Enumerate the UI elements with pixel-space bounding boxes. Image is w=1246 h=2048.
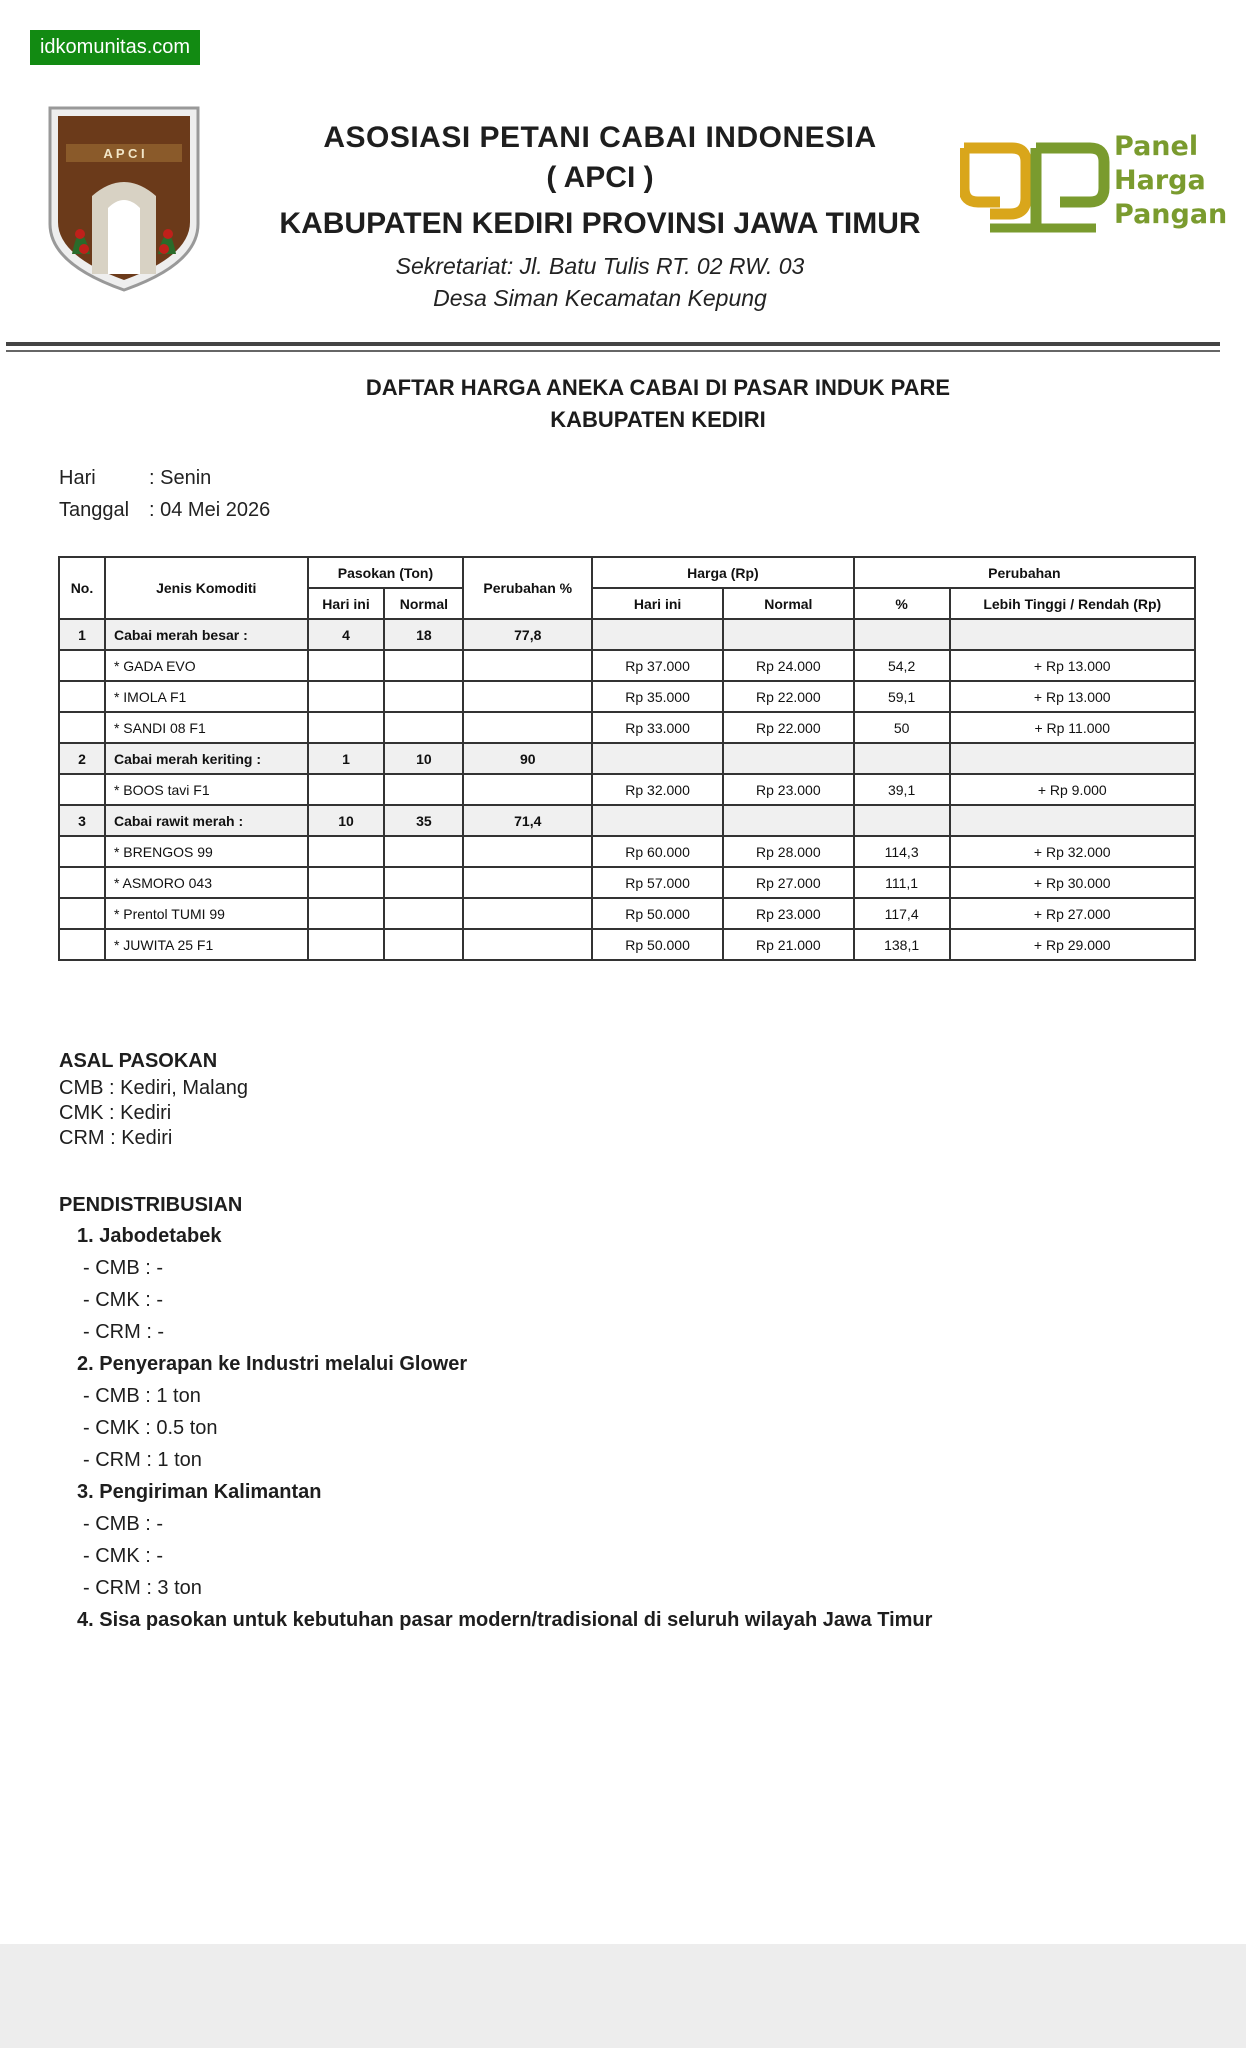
cell-price-normal: [723, 805, 854, 836]
cell-price-today: Rp 32.000: [592, 774, 723, 805]
letterhead: [240, 118, 960, 314]
cell-no: [59, 836, 105, 867]
cell-commodity: Cabai merah keriting :: [105, 743, 308, 774]
cell-no: [59, 712, 105, 743]
cell-supply-today: [308, 650, 385, 681]
header-harga-normal: Normal: [723, 588, 854, 619]
cell-price-pct: 111,1: [854, 867, 950, 898]
cell-price-today: Rp 35.000: [592, 681, 723, 712]
cell-price-normal: Rp 23.000: [723, 774, 854, 805]
village-address: Desa Siman Kecamatan Kepung: [433, 285, 767, 311]
cell-commodity: * BRENGOS 99: [105, 836, 308, 867]
cell-supply-today: [308, 712, 385, 743]
distribution-item: - CMK : -: [83, 1289, 163, 1311]
cell-supply-normal: [384, 836, 463, 867]
supply-origin: [59, 1046, 248, 1151]
cell-price-today: [592, 743, 723, 774]
distribution-group-title: 2. Penyerapan ke Industri melalui Glower: [77, 1353, 468, 1375]
cell-commodity: Cabai merah besar :: [105, 619, 308, 650]
cell-price-normal: Rp 23.000: [723, 898, 854, 929]
distribution-item: - CRM : 1 ton: [83, 1449, 202, 1471]
cell-price-normal: Rp 24.000: [723, 650, 854, 681]
distribution-group-title: 1. Jabodetabek: [77, 1225, 222, 1247]
cell-supply-normal: [384, 898, 463, 929]
variety-row: [59, 712, 1195, 743]
cell-price-normal: Rp 28.000: [723, 836, 854, 867]
cell-supply-change: 77,8: [463, 619, 592, 650]
origin-item: CMB : Kediri, Malang: [59, 1077, 248, 1099]
cell-supply-today: [308, 929, 385, 960]
date-value: : 04 Mei 2026: [149, 499, 271, 521]
header-no: No.: [59, 557, 105, 619]
cell-price-diff: + Rp 32.000: [950, 836, 1195, 867]
header-pasokan-hari-ini: Hari ini: [308, 588, 385, 619]
cell-price-pct: [854, 743, 950, 774]
cell-supply-change: [463, 650, 592, 681]
cell-supply-today: [308, 681, 385, 712]
cell-price-normal: [723, 619, 854, 650]
header-divider: [6, 342, 1220, 346]
cell-supply-change: 90: [463, 743, 592, 774]
cell-price-pct: 138,1: [854, 929, 950, 960]
cell-supply-normal: 10: [384, 743, 463, 774]
distribution-title: PENDISTRIBUSIAN: [59, 1194, 243, 1216]
cell-supply-change: [463, 836, 592, 867]
cell-supply-normal: [384, 712, 463, 743]
header-pasokan-normal: Normal: [384, 588, 463, 619]
cell-supply-change: 71,4: [463, 805, 592, 836]
org-region: KABUPATEN KEDIRI PROVINSI JAWA TIMUR: [279, 207, 921, 240]
distribution-item: - CRM : 3 ton: [83, 1577, 202, 1599]
variety-row: [59, 774, 1195, 805]
cell-commodity: * SANDI 08 F1: [105, 712, 308, 743]
header-divider-thin: [6, 350, 1220, 352]
distribution-item: - CMB : -: [83, 1257, 163, 1279]
cell-commodity: * Prentol TUMI 99: [105, 898, 308, 929]
cell-price-normal: Rp 21.000: [723, 929, 854, 960]
cell-supply-today: 10: [308, 805, 385, 836]
cell-price-today: Rp 33.000: [592, 712, 723, 743]
cell-supply-today: 4: [308, 619, 385, 650]
cell-supply-change: [463, 681, 592, 712]
cell-commodity: * JUWITA 25 F1: [105, 929, 308, 960]
cell-price-normal: Rp 22.000: [723, 681, 854, 712]
header-lebih: Lebih Tinggi / Rendah (Rp): [950, 588, 1195, 619]
cell-price-diff: [950, 743, 1195, 774]
secretariat-address: Sekretariat: Jl. Batu Tulis RT. 02 RW. 03: [395, 253, 805, 279]
cell-supply-today: [308, 836, 385, 867]
header-harga: Harga (Rp): [592, 557, 854, 588]
cell-commodity: * BOOS tavi F1: [105, 774, 308, 805]
date-label: Tanggal: [59, 499, 130, 521]
cell-price-today: [592, 619, 723, 650]
distribution-item: - CMB : 1 ton: [83, 1385, 201, 1407]
cell-supply-normal: [384, 681, 463, 712]
apci-logo: [44, 104, 204, 292]
distribution-item: - CMB : -: [83, 1513, 163, 1535]
cell-supply-change: [463, 712, 592, 743]
cell-supply-today: 1: [308, 743, 385, 774]
cell-supply-change: [463, 898, 592, 929]
cell-supply-change: [463, 929, 592, 960]
price-table: [58, 556, 1196, 961]
category-row: [59, 743, 1195, 774]
cell-price-pct: [854, 619, 950, 650]
cell-price-pct: 114,3: [854, 836, 950, 867]
header-pct: %: [854, 588, 950, 619]
cell-supply-today: [308, 898, 385, 929]
panel-harga-pangan-text: Panel Harga Pangan: [1114, 131, 1228, 230]
distribution-section: [59, 1190, 932, 1636]
cell-supply-normal: 18: [384, 619, 463, 650]
cell-price-normal: [723, 743, 854, 774]
cell-commodity: * GADA EVO: [105, 650, 308, 681]
cell-price-pct: 59,1: [854, 681, 950, 712]
cell-commodity: Cabai rawit merah :: [105, 805, 308, 836]
cell-price-diff: + Rp 11.000: [950, 712, 1195, 743]
cell-supply-change: [463, 867, 592, 898]
cell-price-pct: 39,1: [854, 774, 950, 805]
cell-price-normal: Rp 27.000: [723, 867, 854, 898]
cell-price-diff: + Rp 27.000: [950, 898, 1195, 929]
org-name: ASOSIASI PETANI CABAI INDONESIA: [323, 121, 877, 154]
variety-row: [59, 836, 1195, 867]
header-harga-hari-ini: Hari ini: [592, 588, 723, 619]
cell-supply-change: [463, 774, 592, 805]
cell-no: 3: [59, 805, 105, 836]
header-perubahan: Perubahan: [854, 557, 1195, 588]
cell-price-today: Rp 57.000: [592, 867, 723, 898]
cell-price-diff: + Rp 9.000: [950, 774, 1195, 805]
cell-price-today: [592, 805, 723, 836]
category-row: [59, 805, 1195, 836]
cell-price-diff: + Rp 13.000: [950, 650, 1195, 681]
cell-price-today: Rp 37.000: [592, 650, 723, 681]
origin-item: CRM : Kediri: [59, 1127, 173, 1149]
distribution-item: - CMK : -: [83, 1545, 163, 1567]
cell-price-diff: [950, 805, 1195, 836]
origin-item: CMK : Kediri: [59, 1102, 172, 1124]
cell-supply-normal: 35: [384, 805, 463, 836]
cell-supply-normal: [384, 929, 463, 960]
header-jenis: Jenis Komoditi: [105, 557, 308, 619]
price-table-body: [59, 619, 1195, 960]
cell-no: [59, 774, 105, 805]
cell-price-today: Rp 50.000: [592, 929, 723, 960]
cell-price-diff: + Rp 30.000: [950, 867, 1195, 898]
cell-price-pct: [854, 805, 950, 836]
supply-origin-title: ASAL PASOKAN: [59, 1050, 218, 1072]
cell-no: [59, 650, 105, 681]
document-title: DAFTAR HARGA ANEKA CABAI DI PASAR INDUK PARE KABUPATEN KEDIRI: [365, 375, 951, 432]
variety-row: [59, 681, 1195, 712]
cell-no: [59, 898, 105, 929]
variety-row: [59, 650, 1195, 681]
variety-row: [59, 898, 1195, 929]
svg-text:A P C I: A P C I: [103, 146, 145, 161]
day-value: : Senin: [149, 467, 212, 489]
distribution-item: - CRM : -: [83, 1321, 165, 1343]
distribution-group-title: 4. Sisa pasokan untuk kebutuhan pasar modern/tradisional di seluruh wilayah Jawa Timur: [77, 1609, 933, 1631]
cell-supply-today: [308, 774, 385, 805]
variety-row: [59, 867, 1195, 898]
date-info: [59, 462, 270, 526]
variety-row: [59, 929, 1195, 960]
distribution-item: - CMK : 0.5 ton: [83, 1417, 218, 1439]
cell-price-pct: 54,2: [854, 650, 950, 681]
cell-supply-today: [308, 867, 385, 898]
cell-price-pct: 117,4: [854, 898, 950, 929]
cell-price-today: Rp 60.000: [592, 836, 723, 867]
cell-supply-normal: [384, 650, 463, 681]
cell-price-diff: [950, 619, 1195, 650]
cell-no: 1: [59, 619, 105, 650]
header-pasokan: Pasokan (Ton): [308, 557, 464, 588]
category-row: [59, 619, 1195, 650]
cell-commodity: * ASMORO 043: [105, 867, 308, 898]
cell-price-pct: 50: [854, 712, 950, 743]
cell-supply-normal: [384, 774, 463, 805]
header-perubahan-pct: Perubahan %: [463, 557, 592, 619]
cell-no: [59, 681, 105, 712]
cell-supply-normal: [384, 867, 463, 898]
watermark-badge: idkomunitas.com: [30, 30, 200, 65]
day-label: Hari: [59, 467, 96, 489]
org-abbrev: ( APCI ): [546, 161, 654, 194]
cell-no: [59, 867, 105, 898]
cell-no: 2: [59, 743, 105, 774]
footer-band: [0, 1944, 1246, 2048]
cell-price-diff: + Rp 13.000: [950, 681, 1195, 712]
distribution-group-title: 3. Pengiriman Kalimantan: [77, 1481, 322, 1503]
cell-price-today: Rp 50.000: [592, 898, 723, 929]
cell-commodity: * IMOLA F1: [105, 681, 308, 712]
cell-price-normal: Rp 22.000: [723, 712, 854, 743]
cell-price-diff: + Rp 29.000: [950, 929, 1195, 960]
cell-no: [59, 929, 105, 960]
